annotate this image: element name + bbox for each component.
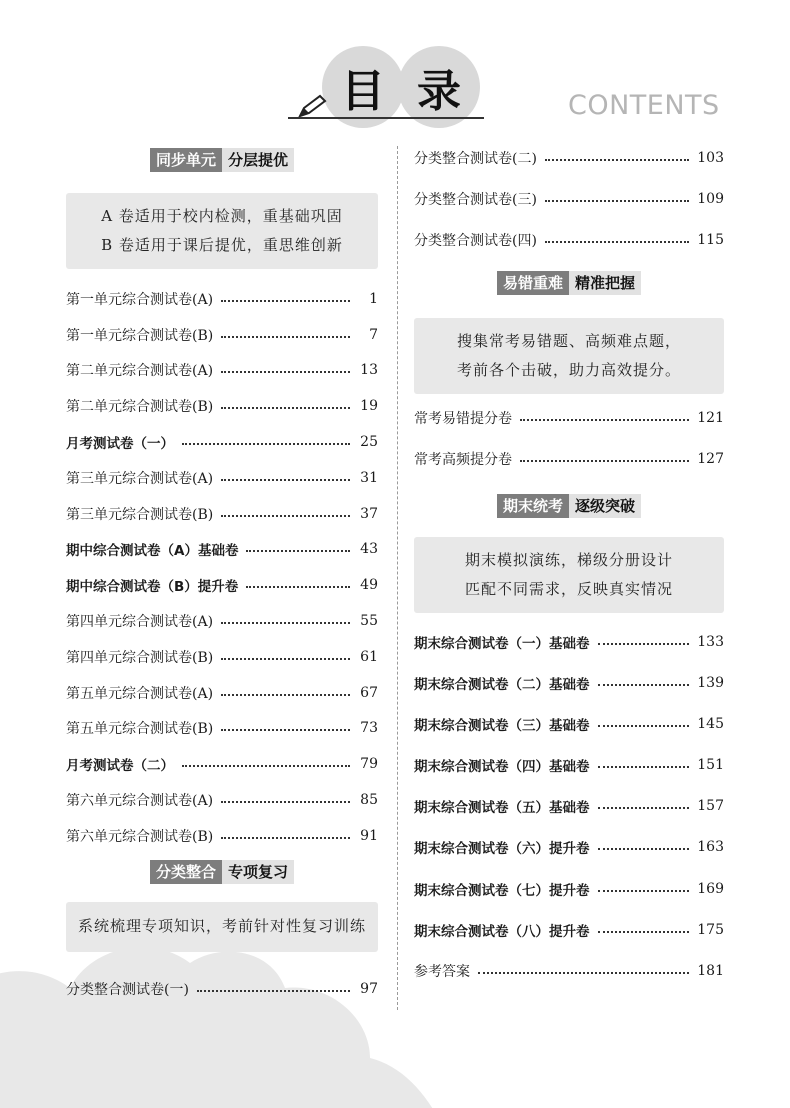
toc-entry-page: 133 (697, 633, 724, 650)
toc-entry-title: 分类整合测试卷(二) (414, 150, 537, 167)
toc-entry-page: 109 (697, 190, 724, 207)
dot-leader (221, 300, 350, 302)
toc-entry-page: 169 (697, 880, 724, 897)
dot-leader (221, 801, 350, 803)
section-title: 精准把握 (569, 271, 641, 295)
toc-entry[interactable] (414, 398, 724, 439)
toc-entry-title: 期末综合测试卷（一）基础卷 (414, 635, 590, 652)
section-note (414, 537, 724, 613)
dot-leader (221, 407, 350, 409)
section-note (414, 318, 724, 394)
toc-entry-page: 103 (697, 149, 724, 166)
contents-label: CONTENTS (568, 90, 720, 121)
dot-leader (598, 725, 690, 727)
section-tag: 易错重难 (497, 271, 569, 295)
toc-entry-title: 期中综合测试卷（B）提升卷 (66, 579, 239, 596)
toc-entry-title: 期末综合测试卷（七）提升卷 (414, 882, 590, 899)
toc-entry[interactable] (66, 532, 378, 568)
toc-entry-page: 7 (369, 326, 378, 343)
section-title: 逐级突破 (569, 494, 641, 518)
dot-leader (598, 890, 690, 892)
dot-leader (221, 336, 350, 338)
toc-entry[interactable] (66, 675, 378, 711)
toc-entry-page: 13 (360, 362, 378, 379)
toc-entry[interactable] (414, 439, 724, 480)
toc-entry[interactable] (66, 639, 378, 675)
dot-leader (598, 807, 690, 809)
toc-entry-title: 期末综合测试卷（三）基础卷 (414, 717, 590, 734)
section-note (66, 902, 378, 952)
note-line: 搜集常考易错题、高频难点题， (456, 331, 681, 350)
dot-leader (478, 972, 689, 974)
dot-leader (246, 550, 350, 552)
toc-list (414, 621, 724, 992)
toc-entry-title: 第四单元综合测试卷(B) (66, 649, 214, 666)
note-line: A 卷适用于校内检测，重基础巩固 (101, 207, 343, 225)
note-line: 考前各个击破，助力高效提分。 (456, 360, 681, 379)
toc-entry[interactable] (414, 745, 724, 786)
section-tag: 同步单元 (150, 148, 222, 172)
toc-list (414, 398, 724, 480)
toc-entry[interactable] (66, 388, 378, 424)
toc-entry[interactable] (66, 353, 378, 389)
toc-entry-page: 115 (697, 231, 724, 248)
toc-list (66, 281, 378, 854)
toc-entry-title: 期末综合测试卷（五）基础卷 (414, 800, 590, 817)
section-title: 专项复习 (222, 860, 294, 884)
toc-entry-page: 79 (360, 756, 378, 773)
toc-entry-page: 49 (360, 577, 378, 594)
toc-entry-page: 175 (697, 921, 724, 938)
toc-entry-page: 19 (360, 398, 378, 415)
toc-entry-page: 157 (697, 798, 724, 815)
toc-entry-page: 151 (697, 757, 724, 774)
dot-leader (520, 419, 689, 421)
toc-entry[interactable] (414, 621, 724, 662)
section-header-sync-units (66, 147, 378, 173)
toc-entry-page: 61 (360, 648, 378, 665)
toc-entry-title: 月考测试卷（一） (66, 436, 174, 453)
toc-entry[interactable] (414, 219, 724, 260)
toc-entry-page: 121 (697, 410, 724, 427)
toc-entry[interactable] (414, 786, 724, 827)
section-note (66, 193, 378, 269)
toc-entry-page: 91 (360, 827, 378, 844)
toc-entry[interactable] (66, 746, 378, 782)
dot-leader (545, 241, 689, 243)
toc-entry-title: 第三单元综合测试卷(A) (66, 470, 214, 487)
dot-leader (221, 371, 350, 373)
section-header-error-prone (414, 270, 724, 296)
toc-entry[interactable] (66, 818, 378, 854)
toc-entry-title: 第一单元综合测试卷(A) (66, 291, 214, 308)
toc-entry-page: 145 (697, 715, 724, 732)
toc-entry[interactable] (66, 424, 378, 460)
dot-leader (182, 765, 350, 767)
toc-entry-title: 分类整合测试卷(三) (414, 191, 537, 208)
toc-entry[interactable] (414, 868, 724, 909)
toc-entry-title: 第四单元综合测试卷(A) (66, 614, 214, 631)
dot-leader (520, 460, 689, 462)
dot-leader (598, 931, 690, 933)
dot-leader (545, 159, 689, 161)
section-header-final-exam (414, 493, 724, 519)
toc-entry-page: 97 (360, 980, 378, 997)
toc-entry[interactable] (414, 137, 724, 178)
right-column (414, 140, 724, 992)
toc-entry[interactable] (414, 703, 724, 744)
dot-leader (182, 443, 350, 445)
toc-entry-page: 181 (697, 963, 724, 980)
dot-leader (598, 848, 690, 850)
toc-entry-page: 25 (360, 434, 378, 451)
toc-entry[interactable] (66, 281, 378, 317)
dot-leader (598, 766, 690, 768)
dot-leader (246, 586, 350, 588)
note-line: B 卷适用于课后提优，重思维创新 (101, 236, 343, 254)
note-line: 匹配不同需求，反映真实情况 (464, 579, 673, 598)
toc-entry-page: 85 (360, 792, 378, 809)
title-underline (288, 117, 484, 119)
toc-list (66, 971, 378, 1007)
toc-entry-title: 常考高频提分卷 (414, 452, 512, 469)
title-char-lu: 录 (398, 46, 480, 128)
note-line: 系统梳理专项知识，考前针对性复习训练 (77, 916, 366, 935)
section-header-category (66, 859, 378, 885)
toc-entry[interactable] (66, 317, 378, 353)
toc-entry-page: 37 (360, 505, 378, 522)
toc-entry-title: 第六单元综合测试卷(B) (66, 828, 214, 845)
toc-entry-title: 第五单元综合测试卷(B) (66, 721, 214, 738)
toc-entry[interactable] (414, 662, 724, 703)
section-tag: 分类整合 (150, 860, 222, 884)
section-tag: 期末统考 (497, 494, 569, 518)
title-char-mu: 目 (322, 46, 404, 128)
toc-entry-title: 期末综合测试卷（六）提升卷 (414, 841, 590, 858)
toc-entry-title: 分类整合测试卷(一) (66, 981, 189, 998)
toc-entry[interactable] (66, 567, 378, 603)
toc-entry-page: 73 (360, 720, 378, 737)
toc-entry-title: 期末综合测试卷（八）提升卷 (414, 923, 590, 940)
dot-leader (197, 990, 350, 992)
toc-entry-page: 139 (697, 674, 724, 691)
dot-leader (545, 200, 689, 202)
toc-entry[interactable] (414, 909, 724, 950)
toc-entry-page: 127 (697, 451, 724, 468)
dot-leader (221, 479, 350, 481)
toc-entry-title: 参考答案 (414, 964, 470, 981)
toc-entry-page: 43 (360, 541, 378, 558)
toc-entry-title: 期中综合测试卷（A）基础卷 (66, 543, 239, 560)
toc-entry[interactable] (414, 827, 724, 868)
toc-entry[interactable] (66, 460, 378, 496)
toc-entry-title: 第六单元综合测试卷(A) (66, 793, 214, 810)
dot-leader (598, 684, 690, 686)
toc-entry-title: 第二单元综合测试卷(A) (66, 363, 214, 380)
toc-entry[interactable] (66, 496, 378, 532)
toc-entry-title: 分类整合测试卷(四) (414, 232, 537, 249)
toc-entry-title: 第二单元综合测试卷(B) (66, 399, 214, 416)
toc-entry[interactable] (414, 950, 724, 991)
left-column (66, 140, 378, 1007)
toc-list (414, 137, 724, 261)
dot-leader (221, 515, 350, 517)
toc-entry-title: 期末综合测试卷（四）基础卷 (414, 759, 590, 776)
toc-entry-title: 常考易错提分卷 (414, 411, 512, 428)
note-line: 期末模拟演练，梯级分册设计 (464, 550, 673, 569)
section-title: 分层提优 (222, 148, 294, 172)
toc-entry-title: 期末综合测试卷（二）基础卷 (414, 676, 590, 693)
dot-leader (221, 694, 350, 696)
toc-entry-title: 第三单元综合测试卷(B) (66, 506, 214, 523)
toc-entry-page: 1 (369, 290, 378, 307)
toc-entry-page: 67 (360, 684, 378, 701)
dot-leader (221, 658, 350, 660)
toc-entry[interactable] (66, 711, 378, 747)
toc-entry[interactable] (66, 782, 378, 818)
toc-entry-title: 第一单元综合测试卷(B) (66, 327, 214, 344)
toc-entry-page: 163 (697, 839, 724, 856)
column-divider (397, 146, 398, 1010)
toc-entry[interactable] (414, 178, 724, 219)
toc-entry[interactable] (66, 971, 378, 1007)
dot-leader (221, 729, 350, 731)
toc-entry-page: 55 (360, 613, 378, 630)
dot-leader (221, 622, 350, 624)
toc-entry[interactable] (66, 603, 378, 639)
toc-entry-page: 31 (360, 469, 378, 486)
toc-entry-title: 第五单元综合测试卷(A) (66, 685, 214, 702)
dot-leader (221, 837, 350, 839)
dot-leader (598, 643, 690, 645)
toc-entry-title: 月考测试卷（二） (66, 758, 174, 775)
